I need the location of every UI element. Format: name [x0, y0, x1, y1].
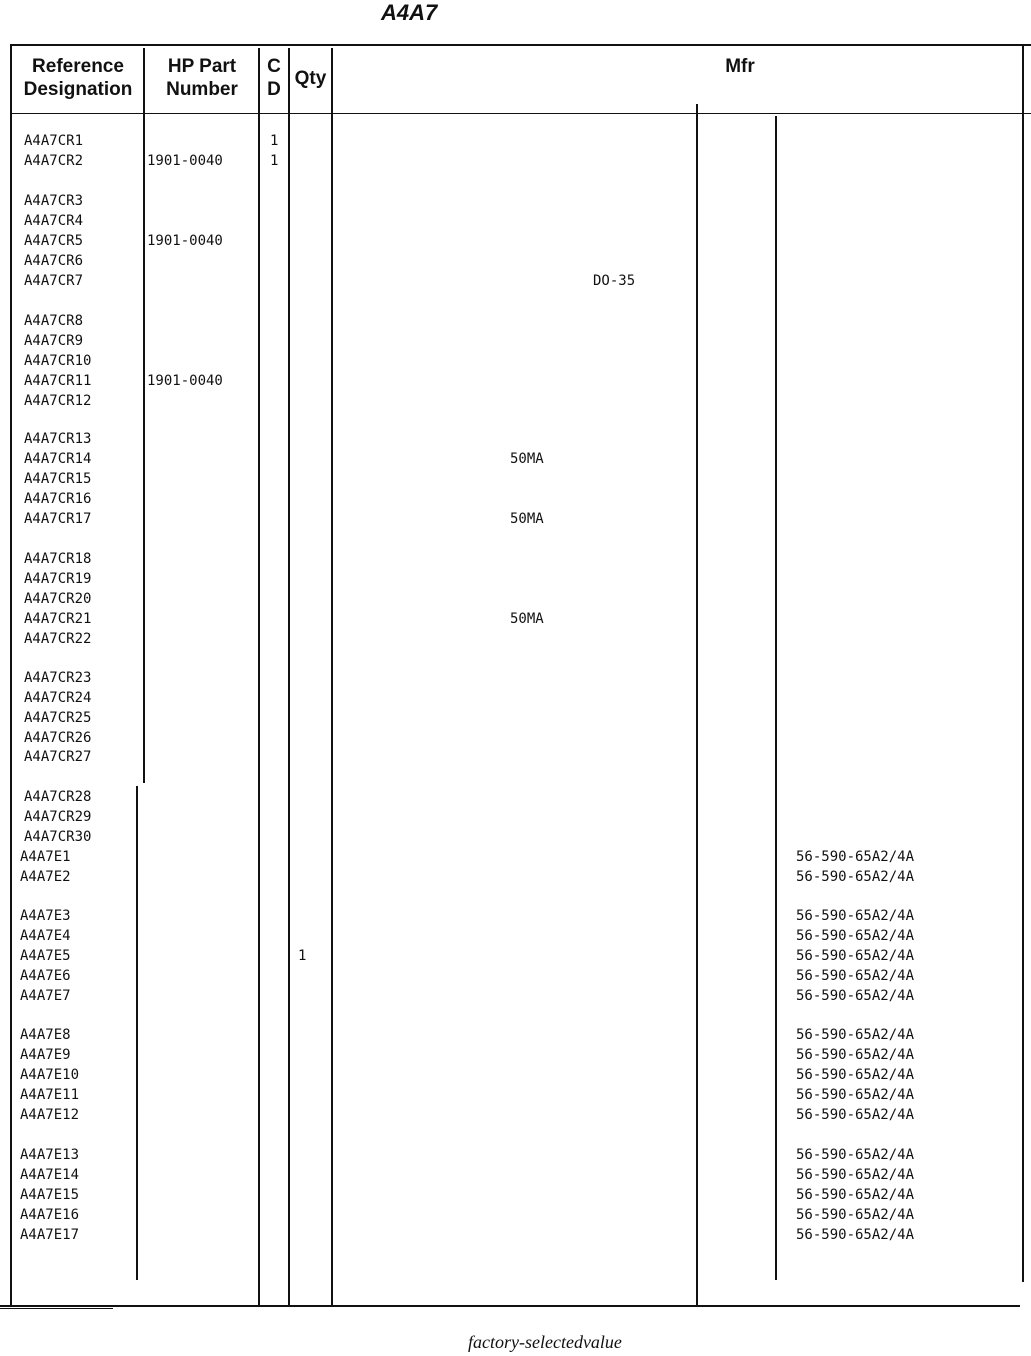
ref-cell: A4A7E12 — [20, 1107, 80, 1123]
header-cd — [260, 55, 288, 101]
ref-cell: A4A7CR29 — [24, 809, 92, 825]
ref-cell: A4A7E2 — [20, 869, 71, 885]
page-title: A4A7 — [381, 0, 438, 25]
ref-cell: A4A7CR3 — [24, 193, 84, 209]
header-reference-line2: Designation — [23, 79, 133, 100]
ref-cell: A4A7CR25 — [24, 710, 92, 726]
column-divider-left-edge — [10, 44, 12, 1306]
header-reference-designation — [14, 55, 142, 101]
header-reference-line1: Reference — [32, 56, 124, 77]
column-divider-cd-qty — [288, 48, 290, 1306]
ref-cell: A4A7CR8 — [24, 313, 84, 329]
ref-cell: A4A7E14 — [20, 1167, 80, 1183]
description-cell: 50MA — [510, 611, 544, 627]
footer-note: factory-selectedvalue — [468, 1332, 622, 1352]
header-hp-line1: HP Part — [167, 56, 237, 77]
column-divider-hp-cd — [258, 48, 260, 1306]
mfr-part-number-cell: 56-590-65A2/4A — [796, 1107, 915, 1123]
ref-cell: A4A7CR6 — [24, 253, 84, 269]
mfr-part-number-cell: 56-590-65A2/4A — [796, 948, 915, 964]
part-number-cell: 1901-0040 — [147, 233, 223, 249]
mfr-part-number-cell: 56-590-65A2/4A — [796, 1087, 915, 1103]
column-divider-right-edge — [1022, 44, 1024, 1282]
ref-cell: A4A7CR30 — [24, 829, 92, 845]
mfr-part-number-cell: 56-590-65A2/4A — [796, 968, 915, 984]
ref-cell: A4A7E3 — [20, 908, 71, 924]
ref-cell: A4A7CR21 — [24, 611, 92, 627]
ref-cell: A4A7CR20 — [24, 591, 92, 607]
mfr-part-number-cell: 56-590-65A2/4A — [796, 1187, 915, 1203]
column-divider-mfr-code — [775, 116, 777, 1280]
mfr-part-number-cell: 56-590-65A2/4A — [796, 1227, 915, 1243]
cd-cell: 1 — [270, 133, 279, 149]
ref-cell: A4A7E15 — [20, 1187, 80, 1203]
ref-cell: A4A7E8 — [20, 1027, 71, 1043]
mfr-part-number-cell: 56-590-65A2/4A — [796, 1207, 915, 1223]
ref-cell: A4A7E6 — [20, 968, 71, 984]
column-divider-desc-mfr — [696, 104, 698, 1306]
mfr-part-number-cell: 56-590-65A2/4A — [796, 988, 915, 1004]
ref-cell: A4A7CR18 — [24, 551, 92, 567]
ref-cell: A4A7CR16 — [24, 491, 92, 507]
ref-cell: A4A7CR15 — [24, 471, 92, 487]
ref-cell: A4A7E10 — [20, 1067, 80, 1083]
header-hp-line2: Number — [166, 79, 238, 100]
cd-cell: 1 — [270, 153, 279, 169]
column-divider-ref-hp-lower — [136, 786, 138, 1280]
ref-cell: A4A7CR7 — [24, 273, 84, 289]
ref-cell: A4A7CR14 — [24, 451, 92, 467]
mfr-part-number-cell: 56-590-65A2/4A — [796, 1147, 915, 1163]
ref-cell: A4A7E5 — [20, 948, 71, 964]
ref-cell: A4A7E9 — [20, 1047, 71, 1063]
description-cell: 50MA — [510, 511, 544, 527]
ref-cell: A4A7CR11 — [24, 373, 92, 389]
ref-cell: A4A7CR22 — [24, 631, 92, 647]
ref-cell: A4A7CR9 — [24, 333, 84, 349]
mfr-part-number-cell: 56-590-65A2/4A — [796, 908, 915, 924]
ref-cell: A4A7E17 — [20, 1227, 80, 1243]
column-divider-ref-hp — [143, 48, 145, 783]
mfr-part-number-cell: 56-590-65A2/4A — [796, 869, 915, 885]
footer-rule — [0, 1308, 113, 1309]
mfr-part-number-cell: 56-590-65A2/4A — [796, 849, 915, 865]
ref-cell: A4A7CR23 — [24, 670, 92, 686]
mfr-part-number-cell: 56-590-65A2/4A — [796, 1027, 915, 1043]
ref-cell: A4A7CR19 — [24, 571, 92, 587]
ref-cell: A4A7CR10 — [24, 353, 92, 369]
part-number-cell: 1901-0040 — [147, 153, 223, 169]
ref-cell: A4A7E13 — [20, 1147, 80, 1163]
mfr-part-number-cell: 56-590-65A2/4A — [796, 1167, 915, 1183]
header-hp-part-number — [146, 55, 258, 101]
ref-cell: A4A7CR4 — [24, 213, 84, 229]
header-mfr: Mfr — [725, 56, 755, 77]
ref-cell: A4A7E7 — [20, 988, 71, 1004]
part-number-cell: 1901-0040 — [147, 373, 223, 389]
ref-cell: A4A7CR27 — [24, 749, 92, 765]
ref-cell: A4A7CR2 — [24, 153, 84, 169]
ref-cell: A4A7CR17 — [24, 511, 92, 527]
ref-cell: A4A7CR13 — [24, 431, 92, 447]
header-qty: Qty — [294, 68, 327, 89]
description-cell: DO-35 — [593, 273, 636, 289]
header-cd-line2: D — [267, 79, 281, 100]
ref-cell: A4A7CR5 — [24, 233, 84, 249]
mfr-part-number-cell: 56-590-65A2/4A — [796, 1047, 915, 1063]
ref-cell: A4A7CR28 — [24, 789, 92, 805]
header-bottom-border — [10, 113, 1031, 114]
qty-cell: 1 — [298, 948, 307, 964]
mfr-part-number-cell: 56-590-65A2/4A — [796, 928, 915, 944]
ref-cell: A4A7E1 — [20, 849, 71, 865]
ref-cell: A4A7E16 — [20, 1207, 80, 1223]
table-bottom-border — [0, 1305, 1020, 1307]
table-top-border — [10, 44, 1031, 46]
column-divider-qty-desc — [331, 48, 333, 1306]
ref-cell: A4A7CR26 — [24, 730, 92, 746]
ref-cell: A4A7CR12 — [24, 393, 92, 409]
mfr-part-number-cell: 56-590-65A2/4A — [796, 1067, 915, 1083]
description-cell: 50MA — [510, 451, 544, 467]
ref-cell: A4A7E4 — [20, 928, 71, 944]
ref-cell: A4A7E11 — [20, 1087, 80, 1103]
ref-cell: A4A7CR24 — [24, 690, 92, 706]
header-cd-line1: C — [267, 56, 281, 77]
ref-cell: A4A7CR1 — [24, 133, 84, 149]
